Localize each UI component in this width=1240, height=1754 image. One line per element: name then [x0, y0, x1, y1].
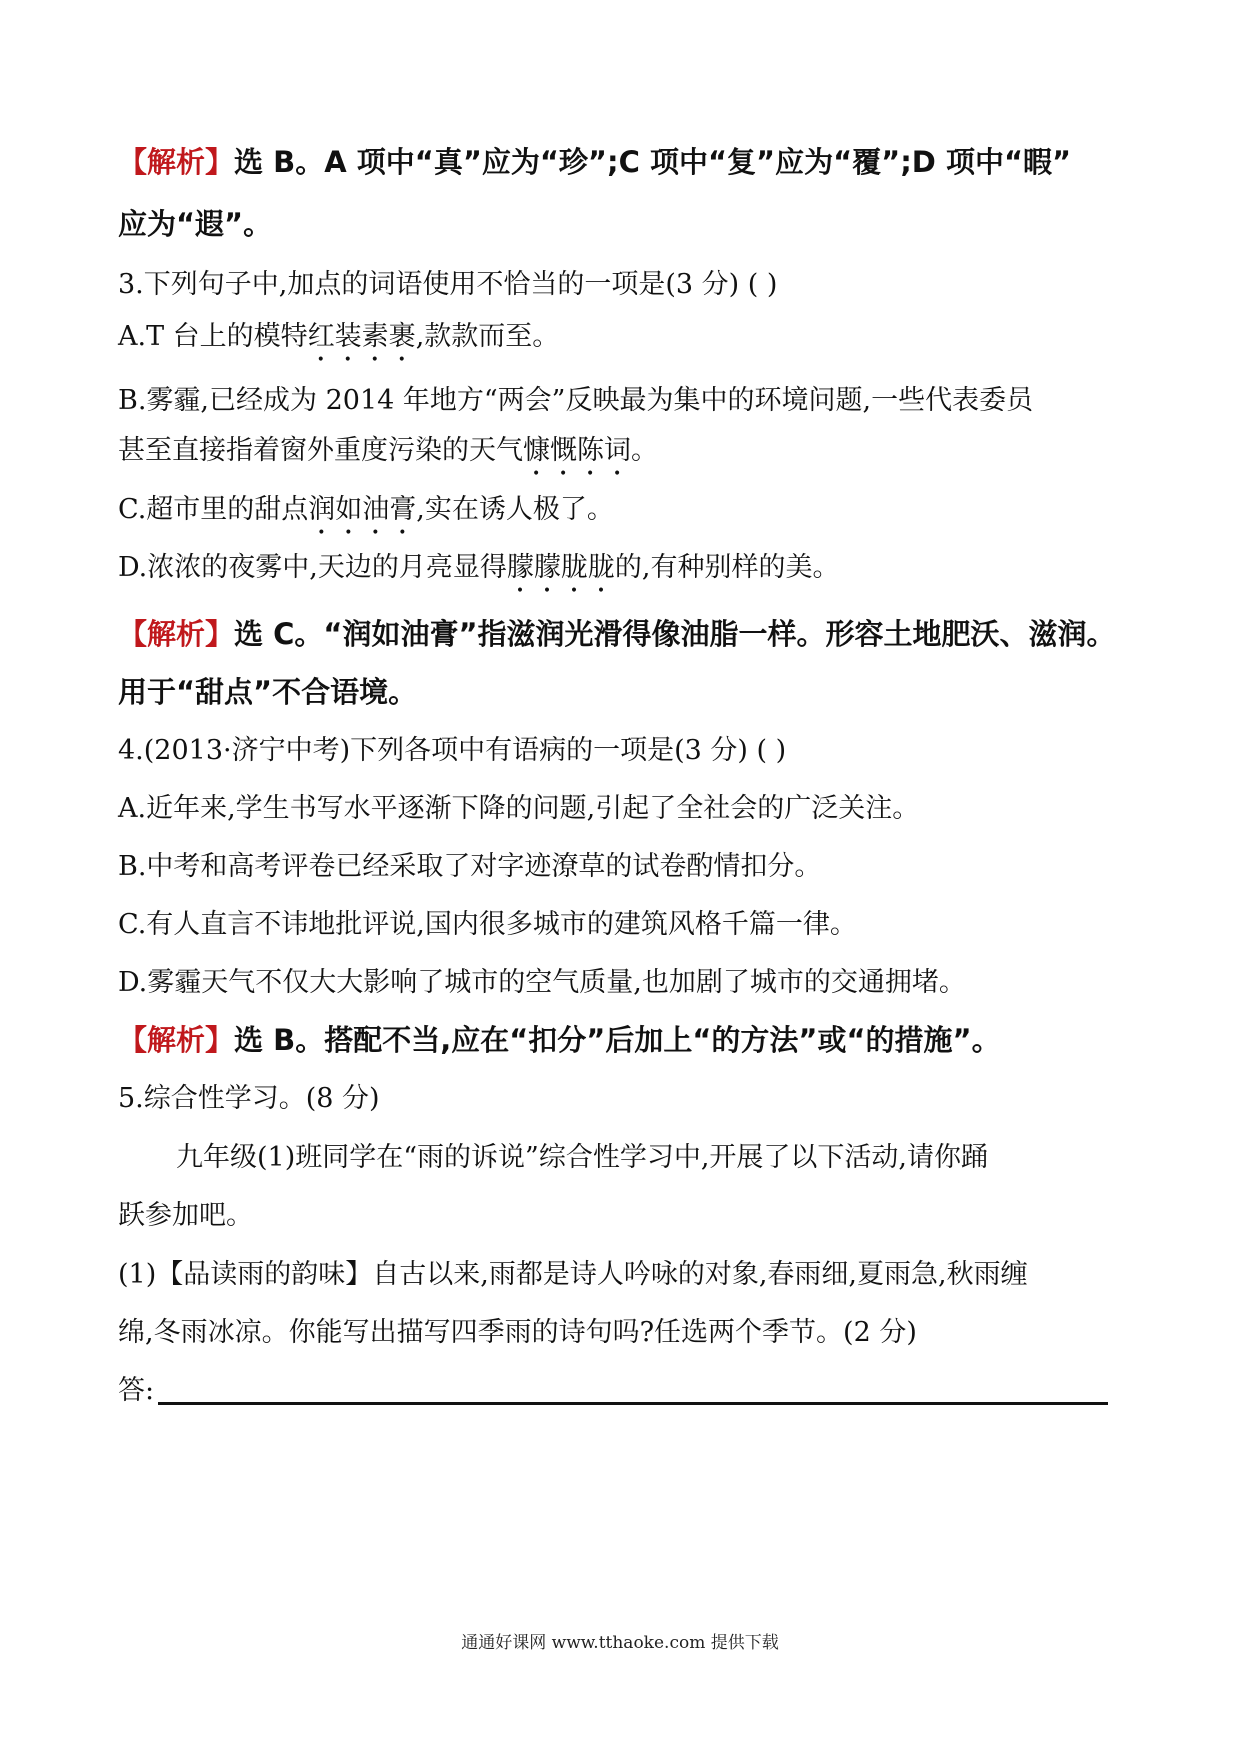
analysis-tag: 【解析】 — [118, 1023, 235, 1057]
question-5-intro-line1: 九年级(1)班同学在“雨的诉说”综合性学习中,开展了以下活动,请你踊 — [176, 1142, 989, 1173]
analysis-tag: 【解析】 — [118, 617, 235, 651]
analysis-b-second-line1 — [118, 1018, 1128, 1059]
option-d-tail: 的,有种别样的美。 — [614, 552, 840, 583]
option-a-tail: ,款款而至。 — [415, 321, 560, 352]
question-4-option-a: A.近年来,学生书写水平逐渐下降的问题,引起了全社会的广泛关注。 — [118, 793, 920, 824]
question-3-option-d — [118, 545, 1128, 599]
option-b-text: 甚至直接指着窗外重度污染的天气 — [118, 435, 523, 466]
analysis-text: 选 B。搭配不当,应在“扣分”后加上“的方法”或“的措施”。 — [234, 1023, 1001, 1057]
option-a-text: A.T 台上的模特 — [118, 321, 308, 352]
analysis-c-line2: 用于“甜点”不合语境。 — [118, 675, 418, 709]
question-5-intro-line2: 跃参加吧。 — [118, 1200, 253, 1231]
question-3-option-b-line2 — [118, 428, 1128, 482]
question-5-stem: 5.综合性学习。(8 分) — [118, 1083, 380, 1114]
question-4-option-b: B.中考和高考评卷已经采取了对字迹潦草的试卷酌情扣分。 — [118, 851, 822, 882]
option-d-text: D.浓浓的夜雾中,天边的月亮显得 — [118, 552, 507, 583]
option-b-tail: 。 — [631, 435, 658, 466]
question-4-stem: 4.(2013·济宁中考)下列各项中有语病的一项是(3 分) ( ) — [118, 735, 787, 766]
question-4-option-c: C.有人直言不讳地批评说,国内很多城市的建筑风格千篇一律。 — [118, 909, 857, 940]
analysis-tag: 【解析】 — [118, 145, 235, 179]
question-5-sub1-line2: 绵,冬雨冰凉。你能写出描写四季雨的诗句吗?任选两个季节。(2 分) — [118, 1317, 917, 1348]
answer-blank-line[interactable] — [158, 1402, 1108, 1405]
answer-label: 答: — [118, 1375, 155, 1406]
question-3-option-a — [118, 314, 1128, 368]
option-c-dotted-word: 润如油膏 — [308, 494, 417, 525]
analysis-text: 选 B。A 项中“真”应为“珍”;C 项中“复”应为“覆”;D 项中“暇” — [234, 145, 1072, 179]
analysis-c-line1 — [118, 612, 1128, 653]
option-a-dotted-word: 红装素裹 — [307, 321, 416, 352]
option-b-dotted-word: 慷慨陈词 — [523, 435, 631, 466]
page-footer: 通通好课网 www.tthaoke.com 提供下载 — [461, 1633, 779, 1653]
analysis-b-line2: 应为“遐”。 — [118, 207, 273, 241]
question-3-option-c — [118, 487, 1128, 541]
question-5-sub1-line1: (1)【品读雨的韵味】自古以来,雨都是诗人吟咏的对象,春雨细,夏雨急,秋雨缠 — [118, 1259, 1028, 1290]
analysis-text: 选 C。“润如油膏”指滋润光滑得像油脂一样。形容土地肥沃、滋润。 — [234, 617, 1116, 651]
option-d-dotted-word: 朦朦胧胧 — [506, 552, 615, 583]
question-3-stem: 3.下列句子中,加点的词语使用不恰当的一项是(3 分) ( ) — [118, 269, 778, 300]
question-4-option-d: D.雾霾天气不仅大大影响了城市的空气质量,也加剧了城市的交通拥堵。 — [118, 967, 966, 998]
option-c-text: C.超市里的甜点 — [118, 494, 309, 525]
question-3-option-b-line1: B.雾霾,已经成为 2014 年地方“两会”反映最为集中的环境问题,一些代表委员 — [118, 385, 1034, 416]
answer-row — [118, 1368, 1128, 1407]
analysis-b-line1 — [118, 140, 1128, 181]
option-c-tail: ,实在诱人极了。 — [416, 494, 614, 525]
